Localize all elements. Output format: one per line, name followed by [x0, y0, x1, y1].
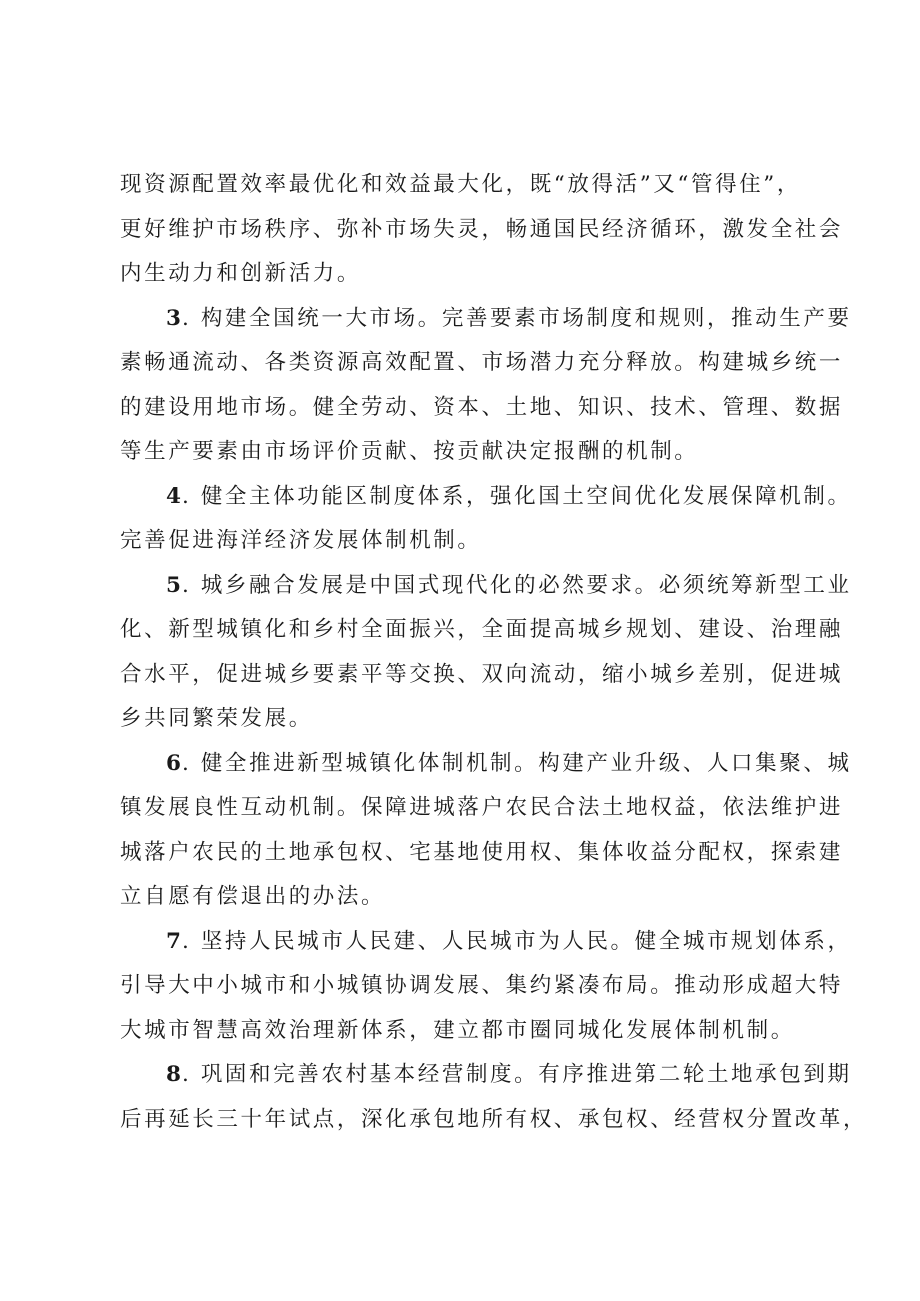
paragraph-line: 城落户农民的土地承包权、宅基地使用权、集体收益分配权，探索建	[120, 839, 844, 865]
paragraph-line: 立自愿有偿退出的办法。	[120, 884, 386, 909]
paragraph-line: 化、新型城镇化和乡村全面振兴，全面提高城乡规划、建设、治理融	[120, 617, 844, 642]
paragraph-line: 引导大中小城市和小城镇协调发展、集约紧凑布局。推动形成超大特	[120, 973, 844, 998]
paragraph-item-7	[120, 920, 852, 965]
paragraph-line: 的建设用地市场。健全劳动、资本、土地、知识、技术、管理、数据	[120, 394, 844, 420]
paragraph-line: 后再延长三十年试点，深化承包地所有权、承包权、经营权分置改革，	[120, 1106, 868, 1132]
paragraph-item-6	[120, 742, 852, 787]
paragraph-item-8	[120, 1053, 852, 1098]
paragraph-line: 乡共同繁荣发展。	[120, 706, 313, 731]
paragraph-line: . 健全主体功能区制度体系，强化国土空间优化发展保障机制。	[181, 483, 852, 509]
item-number: 8	[166, 1062, 182, 1087]
paragraph-line: . 巩固和完善农村基本经营制度。有序推进第二轮土地承包到期	[181, 1062, 852, 1087]
paragraph-line: . 构建全国统一大市场。完善要素市场制度和规则，推动生产要	[181, 305, 852, 331]
paragraph-line: 现资源配置效率最优化和效益最大化，既“放得活”又“管得住”，	[120, 172, 801, 197]
paragraph-line: 内生动力和创新活力。	[120, 261, 362, 286]
paragraph-item-3	[120, 297, 852, 342]
paragraph-line: . 城乡融合发展是中国式现代化的必然要求。必须统筹新型工业	[181, 572, 852, 598]
paragraph-line: 更好维护市场秩序、弥补市场失灵，畅通国民经济循环，激发全社会	[120, 216, 844, 242]
paragraph-line: 素畅通流动、各类资源高效配置、市场潜力充分释放。构建城乡统一	[120, 350, 844, 375]
paragraph-line: 完善促进海洋经济发展体制机制。	[120, 528, 482, 553]
paragraph-line: . 健全推进新型城镇化体制机制。构建产业升级、人口集聚、城	[181, 750, 852, 776]
item-number: 4	[166, 483, 182, 509]
item-number: 7	[166, 928, 182, 954]
paragraph-line: . 坚持人民城市人民建、人民城市为人民。健全城市规划体系，	[181, 928, 852, 954]
paragraph-line: 镇发展良性互动机制。保障进城落户农民合法土地权益，依法维护进	[120, 795, 844, 820]
document-body	[120, 163, 868, 1142]
item-number: 3	[166, 305, 182, 331]
paragraph-line: 合水平，促进城乡要素平等交换、双向流动，缩小城乡差别，促进城	[120, 661, 844, 687]
item-number: 6	[166, 750, 182, 776]
paragraph-item-4	[120, 475, 852, 520]
paragraph-line: 大城市智慧高效治理新体系，建立都市圈同城化发展体制机制。	[120, 1017, 795, 1043]
item-number: 5	[166, 572, 182, 598]
paragraph-line: 等生产要素由市场评价贡献、按贡献决定报酬的机制。	[120, 439, 699, 464]
paragraph-item-5	[120, 564, 852, 609]
